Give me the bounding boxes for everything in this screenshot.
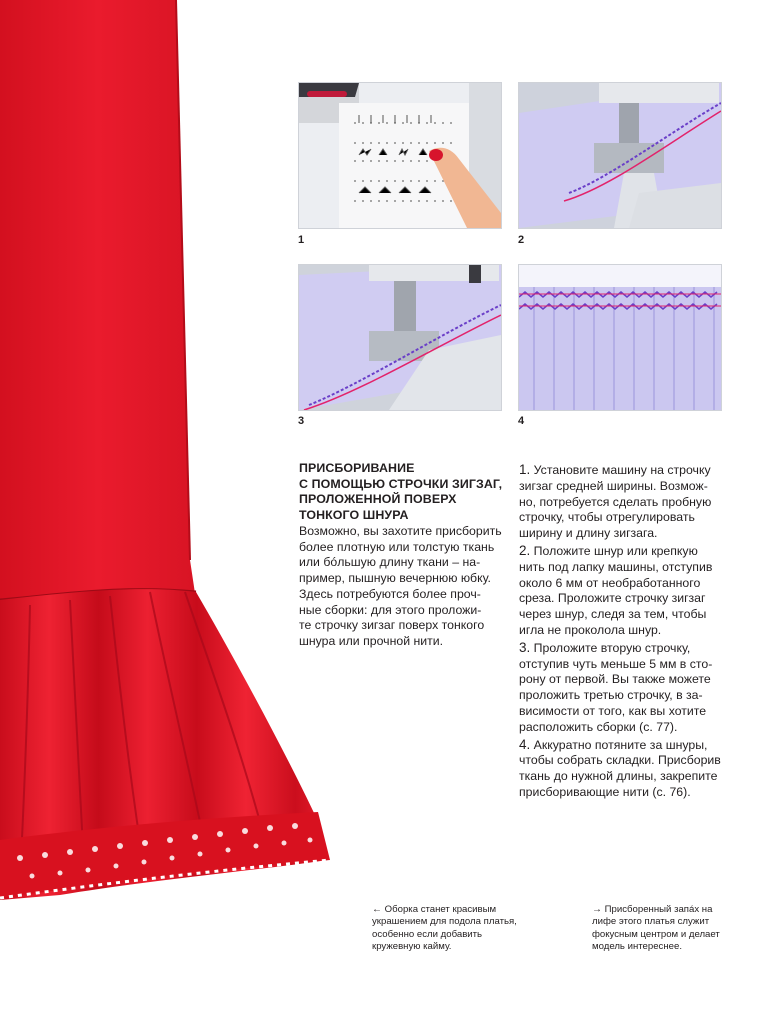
step-number: 3. [519, 639, 531, 655]
step-photo-2 [518, 82, 722, 229]
intro-line: шнура или прочной нити. [299, 633, 444, 648]
heading-line: ПРОЛОЖЕННОЙ ПОВЕРХ [299, 492, 457, 507]
step-line: присборивающие нити (с. 76). [519, 784, 691, 799]
step-line: нить под лапку машины, отступив [519, 559, 713, 574]
step-line: Положите шнур или крепкую [530, 543, 698, 558]
red-ruffle-fabric-image [0, 0, 340, 905]
photo-number-1: 1 [298, 234, 305, 246]
section-heading [299, 461, 514, 523]
step-number: 2. [519, 542, 531, 558]
step-line: Установите машину на строчку [530, 463, 711, 477]
step-line: Аккуратно потяните за шнуры, [530, 737, 708, 752]
caption-line: украшением для подола платья, [372, 916, 517, 928]
step-line: Проложите вторую строчку, [530, 640, 691, 655]
photo-number-2: 2 [518, 234, 525, 246]
step-line: но, потребуется сделать пробную [519, 494, 712, 509]
step-line: чтобы собрать складки. Присборив [519, 753, 721, 768]
step-line: рону от первой. Вы также можете [519, 672, 711, 687]
steps-list [519, 462, 731, 802]
heading-line: ТОНКОГО ШНУРА [299, 507, 409, 522]
caption-line: Присборенный запáх на [602, 904, 713, 915]
photo-number-4: 4 [518, 415, 525, 427]
arrow-right-icon: → [592, 904, 602, 915]
step-2 [519, 543, 731, 639]
step-line: ширину и длину зигзага. [519, 526, 658, 541]
step-line: через шнур, следя за тем, чтобы [519, 607, 707, 622]
intro-line: или бóльшую длину ткани – на- [299, 555, 481, 570]
intro-line: ные сборки: для этого проложи- [299, 602, 482, 617]
arrow-left-icon: ← [372, 904, 382, 915]
step-3 [519, 640, 731, 736]
step-1 [519, 462, 731, 542]
step-number: 1. [519, 462, 531, 477]
step-line: висимости от того, как вы хотите [519, 703, 707, 718]
step-line: около 6 мм от необработанного [519, 575, 701, 590]
caption-right [592, 904, 720, 954]
intro-line: Здесь потребуются более проч- [299, 586, 481, 601]
photo-number-3: 3 [298, 415, 305, 427]
step-line: зигзаг средней ширины. Возмож- [519, 478, 708, 493]
step-line: ткань до нужной длины, закрепите [519, 769, 718, 784]
caption-line: модель интереснее. [592, 941, 682, 953]
caption-line: фокусным центром и делает [592, 928, 720, 940]
step-photo-3 [298, 264, 502, 411]
step-line: среза. Проложите строчку зигзаг [519, 591, 706, 606]
intro-line: те строчку зигзаг поверх тонкого [299, 618, 485, 633]
intro-line: Возможно, вы захотите присборить [299, 524, 502, 538]
step-photo-4 [518, 264, 722, 411]
intro-paragraph [299, 524, 509, 650]
heading-line: С ПОМОЩЬЮ СТРОЧКИ ЗИГЗАГ, [299, 476, 503, 491]
step-line: расположить сборки (с. 77). [519, 719, 678, 734]
caption-left [372, 904, 517, 954]
step-4 [519, 737, 731, 801]
caption-line: кружевную кайму. [372, 941, 452, 953]
step-line: строчку, чтобы отрегулировать [519, 510, 695, 525]
caption-line: Оборка станет красивым [382, 904, 497, 915]
step-line: игла не проколола шнур. [519, 622, 662, 637]
caption-line: лифе этого платья служит [592, 916, 710, 928]
step-line: отступив чуть меньше 5 мм в сто- [519, 656, 713, 671]
step-line: проложить третью строчку, в за- [519, 688, 703, 703]
intro-line: пример, пышную вечернюю юбку. [299, 571, 491, 586]
intro-line: более плотную или толстую ткань [299, 539, 495, 554]
heading-line: ПРИСБОРИВАНИЕ [299, 461, 415, 475]
step-number: 4. [519, 736, 531, 752]
step-photo-1 [298, 82, 502, 229]
caption-line: особенно если добавить [372, 928, 483, 940]
